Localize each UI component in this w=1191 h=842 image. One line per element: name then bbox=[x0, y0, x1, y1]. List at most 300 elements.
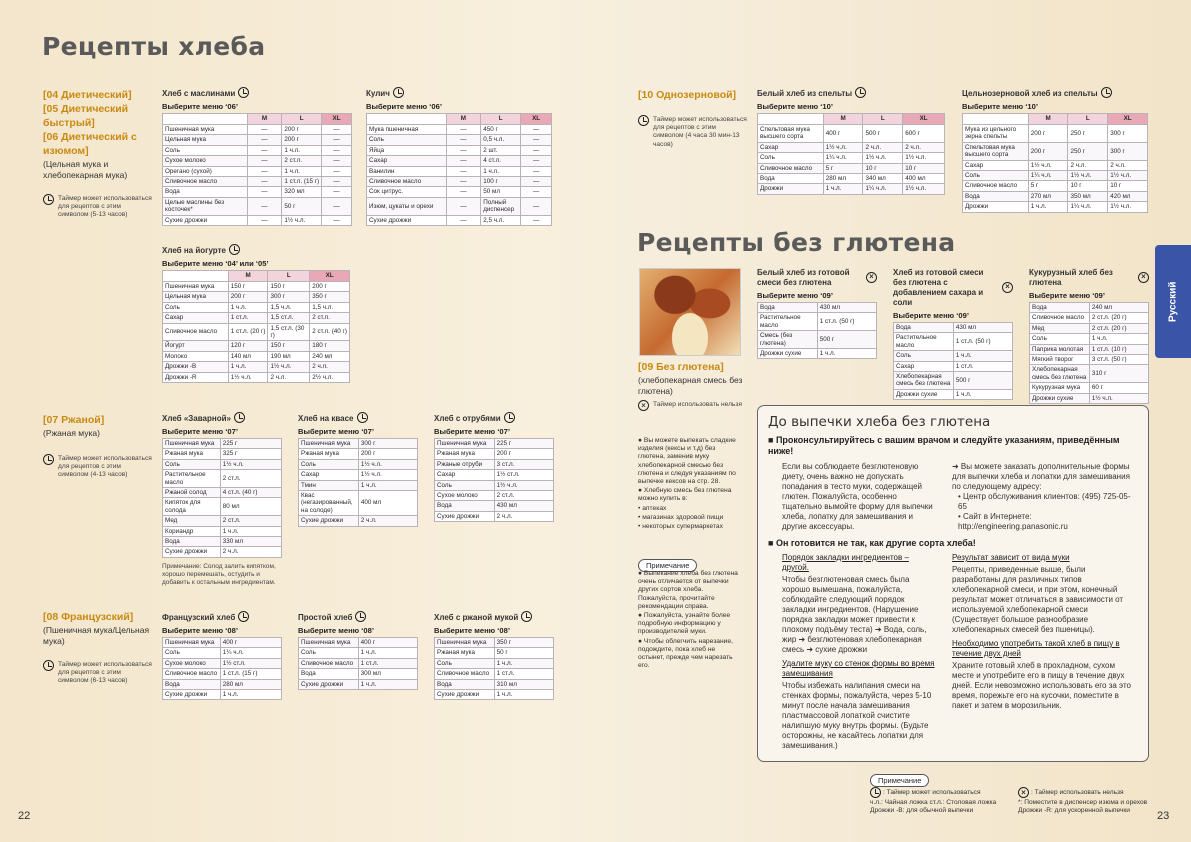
table-row bbox=[963, 142, 1148, 160]
ingredient-cell: Дрожжи bbox=[758, 184, 824, 194]
bullet-item: ● Хлебную смесь без глютена можно купить в: bbox=[638, 487, 732, 503]
recipe-french bbox=[162, 612, 282, 700]
amount-cell: 1½ ч.л. bbox=[863, 153, 903, 163]
amount-cell: 200 г bbox=[310, 282, 350, 292]
ingredient-cell: Вода bbox=[758, 303, 818, 313]
table-row bbox=[163, 166, 352, 176]
amount-cell: 3 ст.л. bbox=[494, 459, 553, 469]
amount-cell: — bbox=[446, 145, 481, 155]
table-row bbox=[963, 202, 1148, 212]
recipe-title: Французский хлеб bbox=[162, 612, 236, 622]
amount-cell: 1 ч.л. bbox=[481, 166, 521, 176]
recipe-table bbox=[298, 438, 418, 527]
ingredient-cell: Дрожжи -R bbox=[163, 372, 229, 382]
no-timer-icon: × bbox=[1002, 282, 1013, 293]
amount-cell: — bbox=[446, 125, 481, 135]
amount-cell: 1½ ч.л. bbox=[903, 153, 945, 163]
amount-cell: 1½ ч.л. bbox=[1028, 160, 1068, 170]
gluten-free-info-box bbox=[757, 405, 1149, 762]
table-row bbox=[367, 135, 552, 145]
ingredient-cell: Вода bbox=[1030, 303, 1090, 313]
amount-cell: — bbox=[247, 135, 282, 145]
table-row bbox=[163, 187, 352, 197]
category-line: [06 Диетический с изюмом] bbox=[43, 131, 137, 157]
category-sub: (Пшеничная мука/Цельная мука) bbox=[43, 625, 150, 646]
ingredient-cell: Спельтовая мука высшего сорта bbox=[758, 125, 824, 143]
amount-cell: 1½ ч.л. bbox=[1089, 393, 1148, 403]
table-header-row bbox=[367, 114, 552, 125]
amount-cell: 1 ч.л. bbox=[220, 526, 281, 536]
amount-cell: — bbox=[247, 187, 282, 197]
ingredient-cell: Пшеничная мука bbox=[163, 638, 221, 648]
amount-cell: — bbox=[322, 125, 352, 135]
amount-cell: — bbox=[322, 177, 352, 187]
recipe-kvas bbox=[298, 413, 418, 527]
ingredient-cell: Соль bbox=[435, 658, 495, 668]
size-header: XL bbox=[1108, 114, 1148, 125]
ingredient-cell: Изюм, цукаты и орехи bbox=[367, 197, 447, 215]
amount-cell: 50 мл bbox=[481, 187, 521, 197]
menu-select: Выберите меню ‘10’ bbox=[962, 102, 1038, 111]
category-line: [08 Французский] bbox=[43, 611, 134, 623]
ingredient-cell: Сливочное масло bbox=[163, 177, 248, 187]
recipe-title: Хлеб с ржаной мукой bbox=[434, 612, 519, 622]
ingredient-cell: Тмин bbox=[299, 480, 359, 490]
ingredient-cell: Спельтовая мука высшего сорта bbox=[963, 142, 1029, 160]
amount-cell: 1½ ч.л. bbox=[494, 480, 553, 490]
amount-cell: 4 ст.л. bbox=[481, 156, 521, 166]
footer-legend-left: : Таймер может использоваться ч.л.: Чайная ложка ст.л.: Столовая ложка Дрожжи -В: для обычной выпечки bbox=[870, 788, 1020, 815]
table-row bbox=[163, 648, 282, 658]
table-row bbox=[435, 690, 554, 700]
amount-cell: — bbox=[322, 145, 352, 155]
table-row bbox=[163, 341, 350, 351]
ingredient-cell: Дрожжи сухие bbox=[758, 349, 818, 359]
menu-select: Выберите меню ‘07’ bbox=[434, 427, 510, 436]
amount-cell: — bbox=[446, 166, 481, 176]
table-row bbox=[963, 191, 1148, 201]
ingredient-cell: Ржаная мука bbox=[163, 449, 221, 459]
box-paragraph: Храните готовый хлеб в прохладном, сухом месте и употребите его в пищу в течение двух дней. Если невозможно использовать его за это время, порежьте его на кусочки, поместите в пакет и затем в морозильник. bbox=[952, 661, 1131, 710]
timer-icon bbox=[43, 660, 54, 671]
recipe-title: Хлеб «Заварной» bbox=[162, 413, 231, 423]
amount-cell: — bbox=[322, 156, 352, 166]
amount-cell: 150 г bbox=[268, 341, 310, 351]
amount-cell: 350 г bbox=[310, 292, 350, 302]
amount-cell: — bbox=[446, 215, 481, 225]
recipe-title: Белый хлеб из спельты bbox=[757, 88, 853, 98]
ingredient-cell: Мягкий творог bbox=[1030, 355, 1090, 365]
table-row bbox=[1030, 355, 1149, 365]
ingredient-cell: Соль bbox=[758, 153, 824, 163]
category-sub: (Цельная мука и хлебопекарная мука) bbox=[43, 159, 128, 180]
table-row bbox=[163, 537, 282, 547]
recipe-yogurt bbox=[162, 245, 350, 383]
amount-cell: 250 г bbox=[1068, 142, 1108, 160]
table-row bbox=[758, 331, 877, 349]
ingredient-cell: Сахар bbox=[894, 361, 954, 371]
bread-photo bbox=[639, 268, 741, 356]
ingredient-cell: Квас (негазированный, на солоде) bbox=[299, 491, 359, 516]
amount-cell: — bbox=[446, 177, 481, 187]
size-header: XL bbox=[521, 114, 552, 125]
page-title-gluten-free: Рецепты без глютена bbox=[637, 228, 956, 257]
table-row bbox=[435, 480, 554, 490]
table-row bbox=[299, 679, 418, 689]
amount-cell: 1 ст.л. (15 г) bbox=[282, 177, 322, 187]
ingredient-cell: Растительное масло bbox=[163, 470, 221, 488]
table-row bbox=[1030, 383, 1149, 393]
ingredient-cell: Ржаной солод bbox=[163, 488, 221, 498]
ingredient-cell: Соль bbox=[367, 135, 447, 145]
amount-cell: 1 ч.л. bbox=[494, 658, 553, 668]
menu-select: Выберите меню ‘10’ bbox=[757, 102, 833, 111]
table-row bbox=[163, 313, 350, 323]
timer-icon bbox=[238, 611, 249, 622]
size-header: M bbox=[446, 114, 481, 125]
ingredient-cell: Соль bbox=[894, 351, 954, 361]
amount-cell: 200 г bbox=[1028, 142, 1068, 160]
table-row bbox=[894, 361, 1013, 371]
amount-cell: 1,5 ч.л. bbox=[310, 302, 350, 312]
gluten-free-notes bbox=[638, 570, 738, 671]
size-header bbox=[163, 271, 229, 282]
ingredient-cell: Сухое молоко bbox=[435, 491, 495, 501]
ingredient-cell: Кукурузная мука bbox=[1030, 383, 1090, 393]
ingredient-cell: Паприка молотая bbox=[1030, 344, 1090, 354]
timer-icon bbox=[43, 454, 54, 465]
amount-cell: 1½ ч.л. bbox=[358, 459, 417, 469]
amount-cell: 350 г bbox=[494, 638, 553, 648]
amount-cell: Полный диспенсер bbox=[481, 197, 521, 215]
size-header bbox=[963, 114, 1029, 125]
table-row bbox=[435, 491, 554, 501]
amount-cell: 2 ст.л. bbox=[494, 491, 553, 501]
ingredient-cell: Ржаная мука bbox=[435, 648, 495, 658]
category-sub: (хлебопекарная смесь без глютена) bbox=[638, 375, 743, 396]
amount-cell: 1¼ ч.л. bbox=[823, 153, 863, 163]
amount-cell: 400 мл bbox=[903, 174, 945, 184]
amount-cell: — bbox=[446, 156, 481, 166]
table-row bbox=[299, 480, 418, 490]
ingredient-cell: Дрожжи bbox=[963, 202, 1029, 212]
page-number-right: 23 bbox=[1157, 810, 1170, 822]
ingredient-cell: Сок цитрус. bbox=[367, 187, 447, 197]
ingredient-cell: Сахар bbox=[758, 142, 824, 152]
amount-cell: 1 ст.л. bbox=[228, 313, 268, 323]
ingredient-cell: Вода bbox=[758, 174, 824, 184]
ingredient-cell: Вода bbox=[435, 501, 495, 511]
ingredient-cell: Ванилин bbox=[367, 166, 447, 176]
category-french bbox=[43, 610, 153, 686]
table-row bbox=[367, 145, 552, 155]
timer-icon bbox=[355, 611, 366, 622]
table-row bbox=[367, 177, 552, 187]
amount-cell: 300 г bbox=[268, 292, 310, 302]
ingredient-cell: Мед bbox=[1030, 323, 1090, 333]
amount-cell: 1 ч.л. bbox=[823, 184, 863, 194]
amount-cell: 200 г bbox=[282, 125, 322, 135]
ingredient-cell: Сахар bbox=[163, 313, 229, 323]
amount-cell: 420 мл bbox=[1108, 191, 1148, 201]
table-row bbox=[1030, 303, 1149, 313]
recipe-table bbox=[893, 322, 1013, 400]
note-pill: Примечание bbox=[638, 555, 697, 573]
amount-cell: 10 г bbox=[1108, 181, 1148, 191]
amount-cell: 2 шт. bbox=[481, 145, 521, 155]
amount-cell: 400 г bbox=[358, 638, 417, 648]
amount-cell: 200 г bbox=[494, 449, 553, 459]
recipe-gf-corn bbox=[1029, 268, 1149, 404]
amount-cell: — bbox=[521, 215, 552, 225]
ingredient-cell: Вода bbox=[894, 323, 954, 333]
recipe-table bbox=[434, 438, 554, 522]
box-contact: • Центр обслуживания клиентов: (495) 725-05-65 bbox=[958, 492, 1131, 511]
amount-cell: — bbox=[521, 187, 552, 197]
amount-cell: 200 г bbox=[228, 292, 268, 302]
table-row bbox=[758, 184, 945, 194]
table-row bbox=[163, 470, 282, 488]
size-header: XL bbox=[322, 114, 352, 125]
amount-cell: 5 г bbox=[1028, 181, 1068, 191]
ingredient-cell: Сухие дрожжи bbox=[367, 215, 447, 225]
size-header: M bbox=[247, 114, 282, 125]
amount-cell: 430 мл bbox=[494, 501, 553, 511]
timer-icon bbox=[393, 87, 404, 98]
bullet-item: • магазинах здоровой пищи bbox=[638, 513, 724, 521]
amount-cell: 1½ ч.л. bbox=[228, 372, 268, 382]
no-timer-icon: × bbox=[1138, 272, 1149, 283]
amount-cell: 4 ст.л. (40 г) bbox=[220, 488, 281, 498]
size-header: M bbox=[823, 114, 863, 125]
amount-cell: 1½ ч.л. bbox=[268, 362, 310, 372]
menu-select: Выберите меню ‘06’ bbox=[162, 102, 238, 111]
recipe-table bbox=[162, 113, 352, 226]
table-header-row bbox=[163, 271, 350, 282]
table-row bbox=[1030, 313, 1149, 323]
table-row bbox=[163, 215, 352, 225]
category-line: [10 Однозерновой] bbox=[638, 89, 737, 101]
amount-cell: — bbox=[521, 166, 552, 176]
amount-cell: 2 ст.л. bbox=[310, 313, 350, 323]
amount-cell: 1¼ ч.л. bbox=[1028, 171, 1068, 181]
ingredient-cell: Дрожжи сухие bbox=[894, 389, 954, 399]
menu-select: Выберите меню ‘08’ bbox=[434, 626, 510, 635]
timer-no-note: × Таймер использовать нельзя bbox=[638, 401, 743, 412]
amount-cell: — bbox=[446, 187, 481, 197]
amount-cell: — bbox=[521, 177, 552, 187]
menu-select: Выберите меню ‘09’ bbox=[893, 311, 969, 320]
timer-icon bbox=[855, 87, 866, 98]
table-row bbox=[758, 142, 945, 152]
table-row bbox=[163, 658, 282, 668]
amount-cell: 1 ч.л. bbox=[1089, 334, 1148, 344]
menu-select: Выберите меню ‘09’ bbox=[757, 291, 833, 300]
table-row bbox=[894, 389, 1013, 399]
amount-cell: 310 г bbox=[1089, 365, 1148, 383]
table-row bbox=[758, 163, 945, 173]
ingredient-cell: Мука из цельного зерна спельты bbox=[963, 125, 1029, 143]
amount-cell: 400 г bbox=[220, 638, 281, 648]
table-row bbox=[367, 187, 552, 197]
ingredient-cell: Соль bbox=[163, 648, 221, 658]
table-row bbox=[163, 362, 350, 372]
amount-cell: 5 г bbox=[823, 163, 863, 173]
table-row bbox=[163, 526, 282, 536]
box-title: До выпечки хлеба без глютена bbox=[768, 414, 991, 430]
table-row bbox=[163, 323, 350, 341]
amount-cell: 500 г bbox=[817, 331, 876, 349]
recipe-table bbox=[162, 637, 282, 700]
ingredient-cell: Соль bbox=[435, 480, 495, 490]
amount-cell: 450 г bbox=[481, 125, 521, 135]
amount-cell: 10 г bbox=[1068, 181, 1108, 191]
language-tab[interactable]: Русский bbox=[1155, 245, 1191, 358]
table-row bbox=[163, 516, 282, 526]
amount-cell: 60 г bbox=[1089, 383, 1148, 393]
size-header: L bbox=[268, 271, 310, 282]
ingredient-cell: Дрожжи -В bbox=[163, 362, 229, 372]
table-row bbox=[435, 501, 554, 511]
box-paragraph: Рецепты, приведенные выше, были разработаны для различных типов хлебопекарной смеси, и при этом, конечный результат может отличаться в зависимости от используемой хлебопекарной смеси (Существует большое разнообразие хлебопекарных смесей без пшеницы). bbox=[952, 565, 1124, 634]
amount-cell: 1½ ч.л. bbox=[1068, 171, 1108, 181]
table-header-row bbox=[963, 114, 1148, 125]
amount-cell: 400 г bbox=[823, 125, 863, 143]
amount-cell: 1 ч.л. bbox=[228, 362, 268, 372]
table-row bbox=[435, 470, 554, 480]
ingredient-cell: Сливочное масло bbox=[435, 669, 495, 679]
menu-select: Выберите меню ‘04’ или ‘05’ bbox=[162, 259, 269, 268]
recipe-title: Хлеб с маслинами bbox=[162, 88, 236, 98]
table-row bbox=[963, 181, 1148, 191]
amount-cell: 600 г bbox=[903, 125, 945, 143]
amount-cell: — bbox=[322, 166, 352, 176]
ingredient-cell: Пшеничная мука bbox=[435, 638, 495, 648]
ingredient-cell: Вода bbox=[163, 679, 221, 689]
amount-cell: — bbox=[322, 215, 352, 225]
ingredient-cell: Мука пшеничная bbox=[367, 125, 447, 135]
ingredient-cell: Пшеничная мука bbox=[163, 282, 229, 292]
amount-cell: 500 г bbox=[863, 125, 903, 143]
table-row bbox=[758, 313, 877, 331]
timer-icon bbox=[238, 87, 249, 98]
amount-cell: — bbox=[247, 215, 282, 225]
amount-cell: — bbox=[247, 156, 282, 166]
menu-select: Выберите меню ‘08’ bbox=[162, 626, 238, 635]
ingredient-cell: Вода bbox=[963, 191, 1029, 201]
amount-cell: 2,5 ч.л. bbox=[481, 215, 521, 225]
amount-cell: 2½ ч.л. bbox=[310, 372, 350, 382]
box-subheading: Необходимо употребить такой хлеб в пищу в течение двух дней bbox=[952, 639, 1120, 658]
box-subheading: Результат зависит от вида муки bbox=[952, 553, 1070, 562]
amount-cell: 2 ст.л. (40 г) bbox=[310, 323, 350, 341]
recipe-title: Хлеб из готовой смеси без глютена с добавлением сахара и соли bbox=[893, 268, 984, 307]
box-subheading: Удалите муку со стенок формы во время замешивания bbox=[782, 659, 935, 678]
ingredient-cell: Сухие дрожжи bbox=[299, 516, 359, 526]
table-row bbox=[163, 372, 350, 382]
table-row bbox=[435, 638, 554, 648]
ingredient-cell: Растительное масло bbox=[894, 333, 954, 351]
ingredient-cell: Ржаная мука bbox=[435, 449, 495, 459]
amount-cell: 1¼ ч.л. bbox=[220, 648, 281, 658]
table-row bbox=[163, 282, 350, 292]
amount-cell: 1 ч.л. bbox=[953, 351, 1012, 361]
amount-cell: 300 г bbox=[1108, 125, 1148, 143]
timer-note: Таймер может использоваться для рецептов с этим символом (6-13 часов) bbox=[43, 661, 153, 686]
menu-select: Выберите меню ‘07’ bbox=[162, 427, 238, 436]
amount-cell: — bbox=[521, 125, 552, 135]
amount-cell: — bbox=[521, 135, 552, 145]
amount-cell: 325 г bbox=[220, 449, 281, 459]
recipe-gf-sugar-salt bbox=[893, 268, 1013, 400]
timer-icon bbox=[234, 412, 245, 423]
amount-cell: 10 г bbox=[903, 163, 945, 173]
amount-cell: 1 ст.л. bbox=[494, 669, 553, 679]
timer-note: Таймер может использоваться для рецептов с этим символом (4 часа 30 мин-13 часов) bbox=[638, 116, 748, 149]
table-row bbox=[163, 156, 352, 166]
box-heading: ■ Он готовится не так, как другие сорта хлеба! bbox=[768, 538, 976, 548]
menu-select: Выберите меню ‘09’ bbox=[1029, 291, 1105, 300]
amount-cell: 200 г bbox=[1028, 125, 1068, 143]
table-row bbox=[435, 511, 554, 521]
amount-cell: 2 ч.л. bbox=[494, 511, 553, 521]
amount-cell: 1 ч.л. bbox=[282, 145, 322, 155]
size-header: XL bbox=[903, 114, 945, 125]
amount-cell: 3 ст.л. (50 г) bbox=[1089, 355, 1148, 365]
amount-cell: 50 г bbox=[494, 648, 553, 658]
table-row bbox=[894, 351, 1013, 361]
ingredient-cell: Сухие дрожжи bbox=[163, 690, 221, 700]
ingredient-cell: Сливочное масло bbox=[963, 181, 1029, 191]
amount-cell: 1½ ч.л. bbox=[1108, 171, 1148, 181]
amount-cell: 100 г bbox=[481, 177, 521, 187]
ingredient-cell: Хлебопекарная смесь без глютена bbox=[894, 372, 954, 390]
ingredient-cell: Сухое молоко bbox=[163, 658, 221, 668]
ingredient-cell: Соль bbox=[163, 145, 248, 155]
ingredient-cell: Сливочное масло bbox=[163, 669, 221, 679]
amount-cell: 500 г bbox=[953, 372, 1012, 390]
recipe-table bbox=[1029, 302, 1149, 404]
ingredient-cell: Сухие дрожжи bbox=[163, 547, 221, 557]
table-row bbox=[894, 333, 1013, 351]
table-row bbox=[367, 125, 552, 135]
amount-cell: 320 мл bbox=[282, 187, 322, 197]
amount-cell: 350 мл bbox=[1068, 191, 1108, 201]
table-row bbox=[299, 658, 418, 668]
category-single-grain bbox=[638, 88, 748, 149]
box-heading: ■ Проконсультируйтесь с вашим врачом и следуйте указаниям, приведённым ниже! bbox=[768, 435, 1120, 456]
recipe-spelt bbox=[757, 88, 945, 195]
recipe-whole-spelt bbox=[962, 88, 1148, 213]
category-line: [05 Диетический быстрый] bbox=[43, 103, 129, 129]
bullet-item: • некоторых супермаркетах bbox=[638, 523, 723, 531]
recipe-table bbox=[962, 113, 1148, 213]
recipe-zavarnoy bbox=[162, 413, 282, 587]
table-row bbox=[163, 679, 282, 689]
amount-cell: — bbox=[247, 197, 282, 215]
page-number-left: 22 bbox=[18, 810, 31, 822]
amount-cell: 140 мл bbox=[228, 351, 268, 361]
size-header: L bbox=[282, 114, 322, 125]
table-row bbox=[435, 669, 554, 679]
footer-note-pill: Примечание bbox=[870, 770, 929, 788]
page-title-left: Рецепты хлеба bbox=[42, 32, 266, 61]
ingredient-cell: Сахар bbox=[963, 160, 1029, 170]
table-row bbox=[163, 459, 282, 469]
table-row bbox=[963, 171, 1148, 181]
amount-cell: — bbox=[247, 145, 282, 155]
amount-cell: 2 ч.л. bbox=[220, 547, 281, 557]
